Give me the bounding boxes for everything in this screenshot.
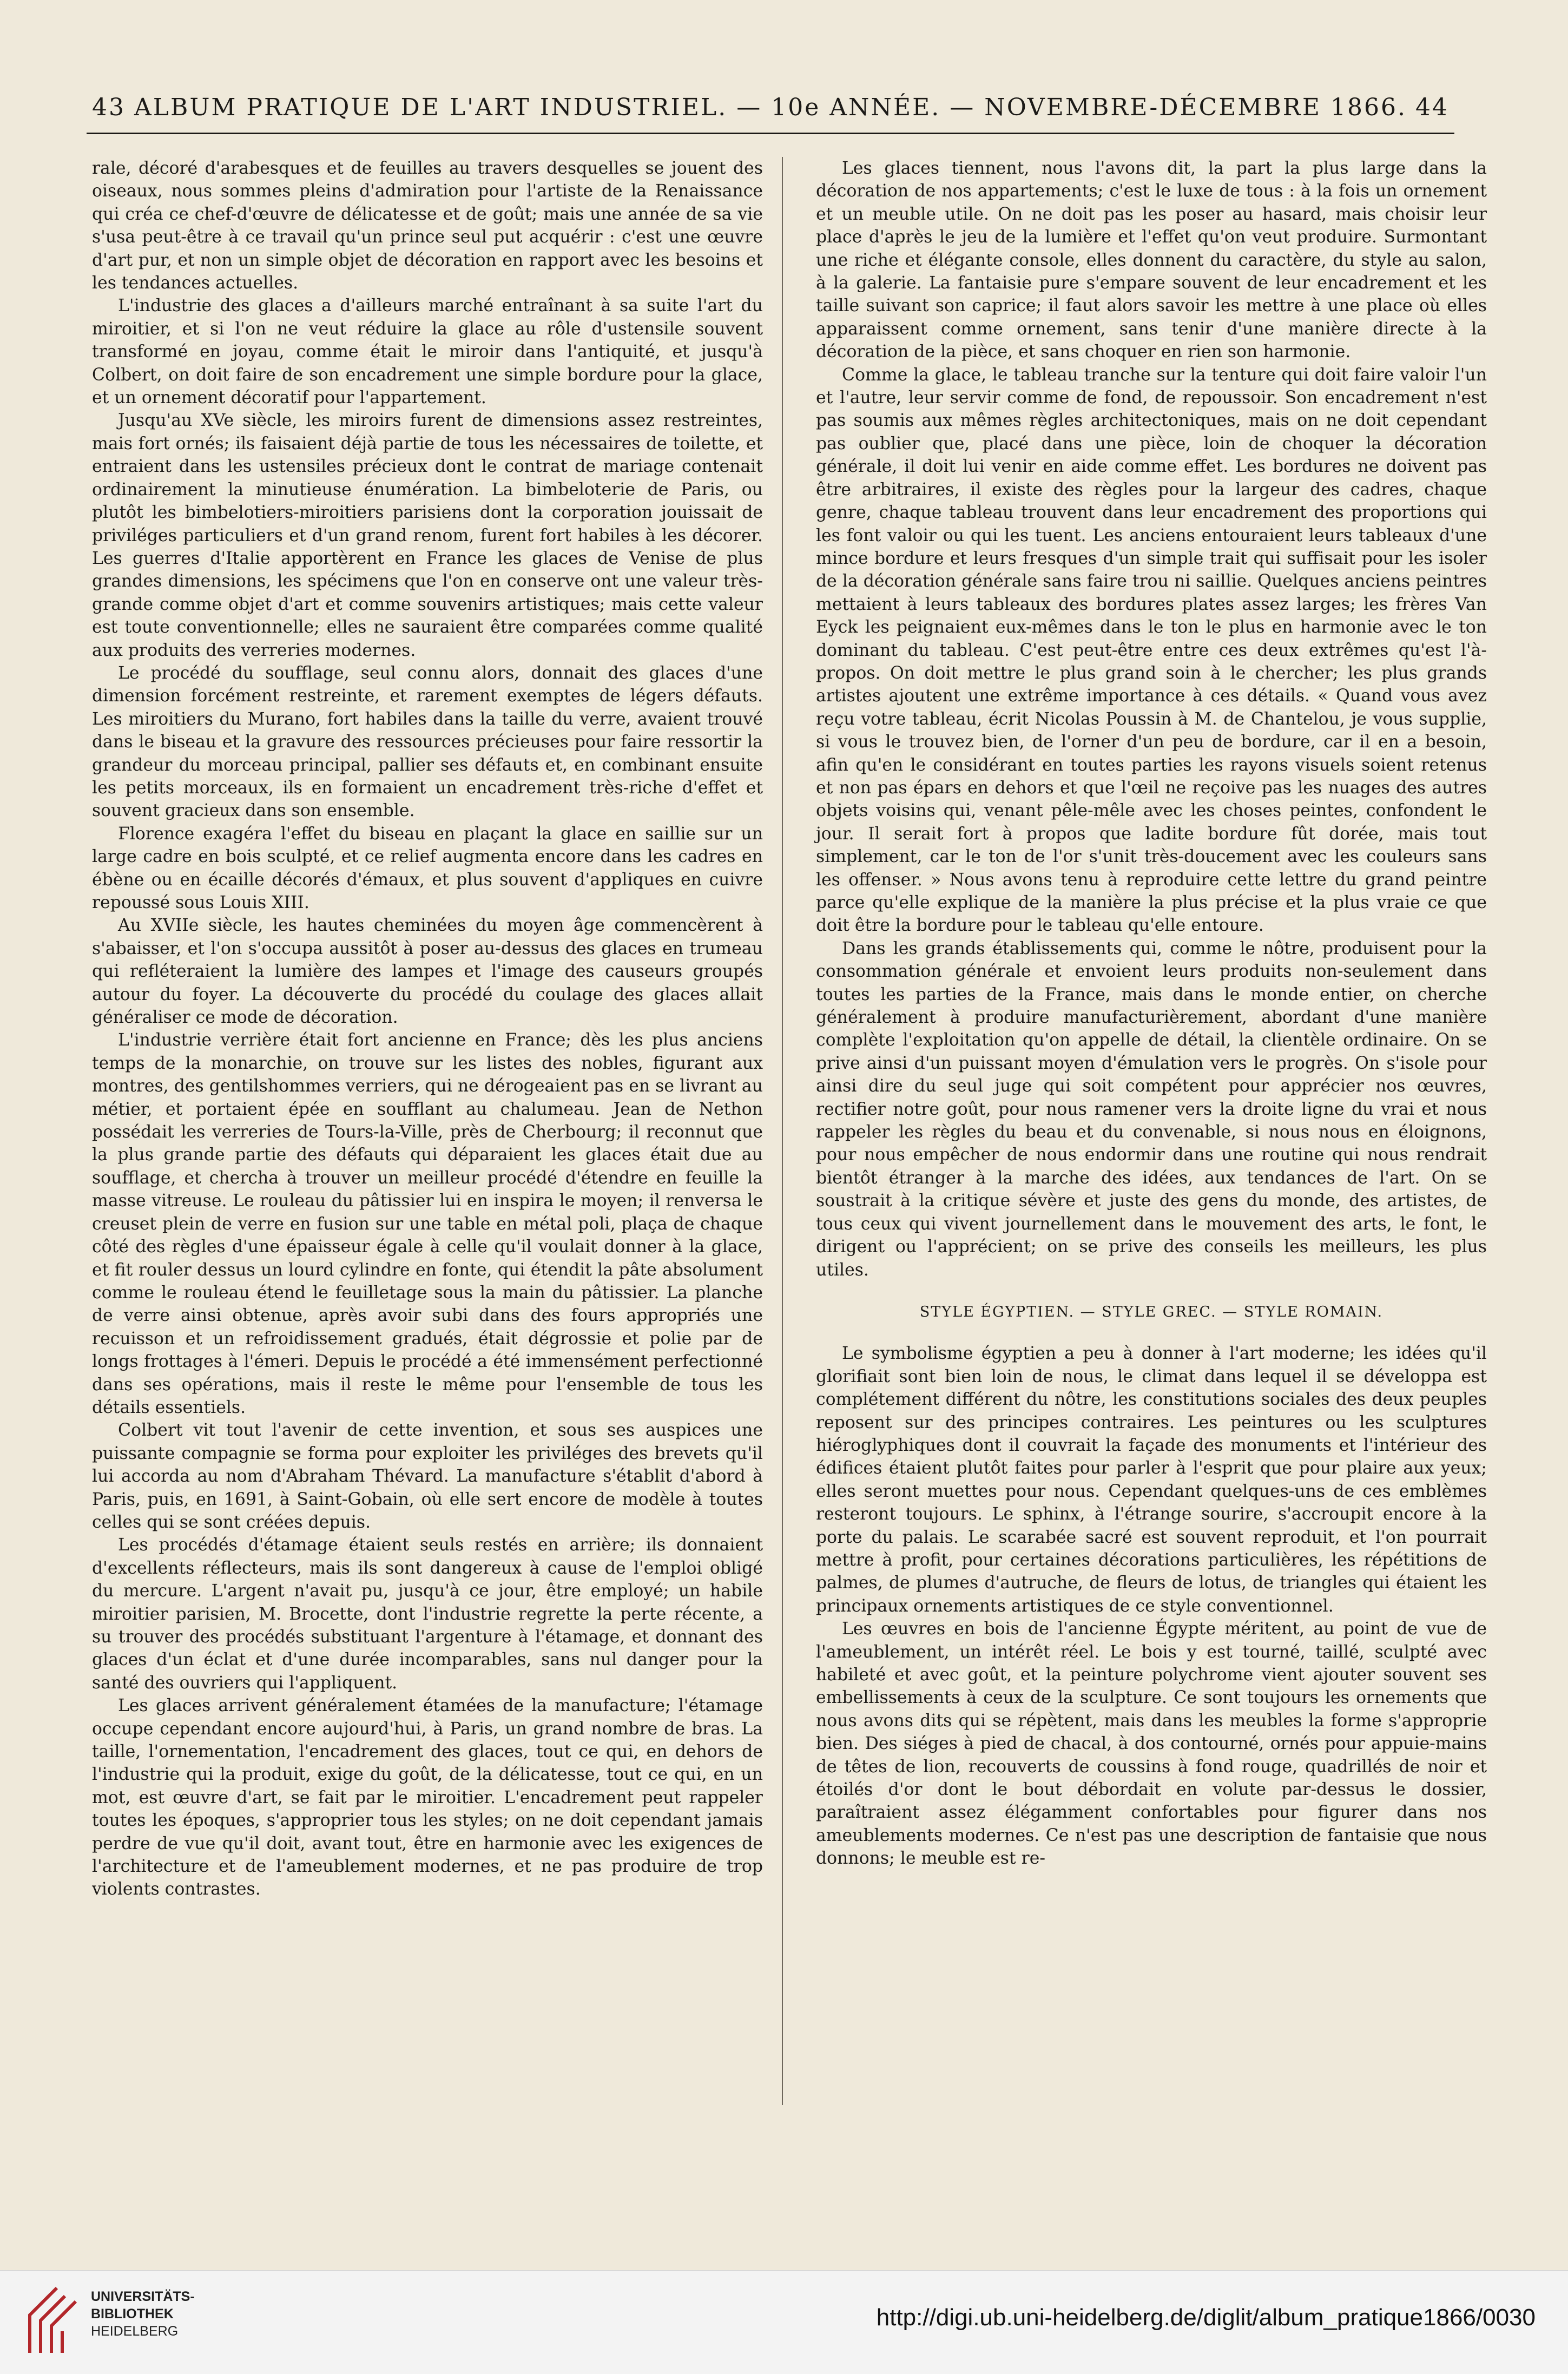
page-number-right: 44 [1415,93,1449,121]
paragraph: L'industrie des glaces a d'ailleurs marché entraînant à sa suite l'art du miroitier, et si l'on ne veut réduire la glace au rôle d'ustensile souvent transformé en joyau, comme était le miroir dans l'antiquité, et jusqu'à Colbert, on doit faire de son encadrement une simple bordure pour la glace, et un ornement décoratif pour l'appartement. [92,296,763,408]
institution-name[interactable] [91,2288,195,2340]
section-heading: STYLE ÉGYPTIEN. — STYLE GREC. — STYLE ROMAIN. [919,1303,1383,1320]
institution-line: HEIDELBERG [91,2324,179,2339]
paragraph: rale, décoré d'arabesques et de feuilles au travers desquelles se jouent des oiseaux, nous sommes pleins d'admiration pour l'artiste de la Renaissance qui créa ce chef-d'œuvre de délicatesse et de goût; mais une année de sa vie s'usa peut-être à ce travail qu'un prince seul put acquérir : c'est une œuvre d'art pur, et non un simple objet de décoration en rapport avec les besoins et les tendances actuelles. [92,159,763,293]
paragraph: Au XVIIe siècle, les hautes cheminées du moyen âge commencèrent à s'abaisser, et l'on s'occupa aussitôt à poser au-dessus des glaces en trumeau qui refléteraient la lumière des lampes et l'image des causeurs groupés autour du foyer. La découverte du procédé du coulage des glaces allait généraliser ce mode de décoration. [92,916,763,1028]
column-divider [782,157,783,2105]
paragraph: Le procédé du soufflage, seul connu alors, donnait des glaces d'une dimension forcément restreinte, et rarement exemptes de légers défauts. Les miroitiers du Murano, fort habiles dans la taille du verre, avaient trouvé dans le biseau et la gravure des ressources précieuses pour faire ressortir la grandeur du morceau principal, pallier ses défauts et, en combinant ensuite les petits morceaux, ils en formaient un encadrement très-riche d'effet et souvent gracieux dans son ensemble. [92,663,763,821]
header-rule [87,133,1454,134]
paragraph: Jusqu'au XVe siècle, les miroirs furent de dimensions assez restreintes, mais fort ornés; ils faisaient déjà partie de tous les nécessaires de toilette, et entraient dans les ustensiles précieux dont le contrat de mariage contenait ordinairement la minutieuse énumération. La bimbeloterie de Paris, ou plutôt les bimbelotiers-miroitiers parisiens dont la corporation jouissait de priviléges particuliers et d'un grand renom, furent fort habiles à les décorer. Les guerres d'Italie apportèrent en France les glaces de Venise de plus grandes dimensions, les spécimens que l'on en conserve ont une valeur très-grande comme objet d'art et comme souvenirs artistiques; mais cette valeur est toute conventionnelle; elles ne sauraient être comparées comme qualité aux produits des verreries modernes. [92,411,763,660]
paragraph: Dans les grands établissements qui, comme le nôtre, produisent pour la consommation générale et envoient leurs produits non-seulement dans toutes les parties de la France, mais dans le monde entier, on cherche généralement à produire manufacturièrement, abordant d'une manière complète l'exploitation qu'on appelle de détail, la clientèle ordinaire. On se prive ainsi d'un puissant moyen d'émulation vers le progrès. On s'isole pour ainsi dire du seul juge qui soit compétent pour apprécier nos œuvres, rectifier notre goût, pour nous ramener vers la droite ligne du vrai et nous rappeler les règles du beau et du convenable, si nous nous en éloignons, pour nous empêcher de nous endormir dans une routine qui nous rendrait bientôt étranger à la marche des idées, aux tendances de l'art. On se soustrait à la critique sévère et juste des gens du monde, des artistes, de tous ceux qui vivent journellement dans le mouvement des arts, le font, le dirigent ou l'apprécient; on se prive des conseils les meilleurs, les plus utiles. [816,938,1487,1280]
left-column [92,157,763,1901]
paragraph: Les glaces tiennent, nous l'avons dit, la part la plus large dans la décoration de nos appartements; c'est le luxe de tous : à la fois un ornement et un meuble utile. On ne doit pas les poser au hasard, mais choisir leur place d'après le jeu de la lumière et l'effet qu'on veut produire. Surmontant une riche et élégante console, elles donnent du caractère, du style au salon, à la galerie. La fantaisie pure s'empare souvent de leur encadrement et les taille suivant son caprice; il faut alors savoir les mettre à une place où elles apparaissent comme ornement, sans tenir d'une manière directe à la décoration de la pièce, et sans choquer en rien son harmonie. [816,159,1487,362]
page-number-left: 43 [92,93,126,121]
permalink-url[interactable]: http://digi.ub.uni-heidelberg.de/diglit/album_pratique1866/0030 [876,2304,1536,2331]
paragraph: Les glaces arrivent généralement étamées de la manufacture; l'étamage occupe cependant encore aujourd'hui, à Paris, un grand nombre de bras. La taille, l'ornementation, l'encadrement des glaces, tout ce qui, en dehors de l'industrie qui la produit, exige du goût, de la délicatesse, tout ce qui, en un mot, est œuvre d'art, se fait par le miroitier. L'encadrement peut rappeler toutes les époques, s'approprier tous les styles; on ne doit cependant jamais perdre de vue qu'il doit, avant tout, être en harmonie avec les exigences de l'architecture et de l'ameublement modernes, et ne pas produire de trop violents contrastes. [92,1696,763,1899]
paragraph: Comme la glace, le tableau tranche sur la tenture qui doit faire valoir l'un et l'autre, leur servir comme de fond, de repoussoir. Son encadrement n'est pas soumis aux mêmes règles architectoniques, mais on ne doit cependant pas oublier que, placé dans une pièce, loin de choquer la décoration générale, il doit lui venir en aide comme effet. Les bordures ne doivent pas être arbitraires, il existe des règles pour la largeur des cadres, chaque genre, chaque tableau trouvent dans leur encadrement des proportions qui les font valoir ou qui les tuent. Les anciens entouraient leurs tableaux d'une mince bordure et leurs fresques d'un simple trait qui suffisait pour les isoler de la décoration générale sans faire trou ni saillie. Quelques anciens peintres mettaient à leurs tableaux des bordures plates assez larges; les frères Van Eyck les peignaient eux-mêmes dans le ton le plus en harmonie avec le ton dominant du tableau. C'est peut-être entre ces deux extrêmes qu'est l'à-propos. On doit mettre le plus grand soin à le chercher; les plus grands artistes ajoutent une extrême importance à ces détails. « Quand vous avez reçu votre tableau, écrit Nicolas Poussin à M. de Chantelou, je vous supplie, si vous le trouvez bien, de l'orner d'un peu de bordure, car il en a besoin, afin qu'en le considérant en toutes parties les rayons visuels soient retenus et non pas épars en dehors et que l'œil ne reçoive pas les nuages des autres objets voisins qui, venant pêle-mêle avec les choses peintes, confondent le jour. Il serait fort à propos que ladite bordure fût dorée, mais tout simplement, car le ton de l'or s'unit très-doucement avec les couleurs sans les offenser. » Nous avons tenu à reproduire cette lettre du grand peintre parce qu'elle explique de la manière la plus précise et la plus vraie ce que doit être la bordure pour le tableau qu'elle entoure. [816,365,1487,936]
institution-line: BIBLIOTHEK [91,2306,174,2322]
running-header [92,91,1449,123]
institution-line: UNIVERSITÄTS- [91,2289,195,2304]
paragraph: Les procédés d'étamage étaient seuls restés en arrière; ils donnaient d'excellents réflecteurs, mais ils sont dangereux à cause de l'emploi obligé du mercure. L'argent n'avait pu, jusqu'à ce jour, être employé; un habile miroitier parisien, M. Brocette, dont l'industrie regrette la perte récente, a su trouver des procédés substituant l'argenture à l'étamage, et donnant des glaces d'un éclat et d'une durée incomparables, sans nul danger pour la santé des ouvriers qui l'appliquent. [92,1535,763,1693]
paragraph: Colbert vit tout l'avenir de cette invention, et sous ses auspices une puissante compagnie se forma pour exploiter les priviléges des brevets qu'il lui accorda au nom d'Abraham Thévard. La manufacture s'établit d'abord à Paris, puis, en 1691, à Saint-Gobain, où elle sert encore de modèle à toutes celles qui se sont créées depuis. [92,1421,763,1532]
heidelberg-library-logo-icon[interactable] [24,2283,81,2358]
journal-title: ALBUM PRATIQUE DE L'ART INDUSTRIEL. — 10e ANNÉE. — NOVEMBRE-DÉCEMBRE 1866. [134,93,1407,121]
right-column [816,157,1487,1870]
paragraph: Le symbolisme égyptien a peu à donner à l'art moderne; les idées qu'il glorifiait sont bien loin de nous, le climat dans lequel il se développa est complétement différent du nôtre, les constitutions sociales des deux peuples reposent sur des principes contraires. Les peintures ou les sculptures hiéroglyphiques dont il couvrait la façade des monuments et l'intérieur des édifices étaient plutôt faites pour parler à l'esprit que pour plaire aux yeux; elles seront muettes pour nous. Cependant quelques-uns de ces emblèmes resteront toujours. Le sphinx, à l'étrange sourire, s'accroupit encore à la porte du palais. Le scarabée sacré est souvent reproduit, et l'on pourrait mettre à profit, pour certaines décorations particulières, les répétitions de palmes, de plumes d'autruche, de fleurs de lotus, de triangles qui étaient les principaux ornements artistiques de ce style conventionnel. [816,1344,1487,1616]
paragraph: L'industrie verrière était fort ancienne en France; dès les plus anciens temps de la monarchie, on trouve sur les listes des nobles, figurant aux montres, des gentilshommes verriers, qui ne dérogeaient pas en se livrant au métier, et portaient épée en soufflant au chalumeau. Jean de Nethon possédait les verreries de Tours-la-Ville, près de Cherbourg; il reconnut que la plus grande partie des défauts qui déparaient les glaces était due au soufflage, et chercha à trouver un meilleur procédé d'étendre en feuille la masse vitreuse. Le rouleau du pâtissier lui en inspira le moyen; il renversa le creuset plein de verre en fusion sur une table en métal poli, plaça de chaque côté des règles d'une épaisseur égale à celle qu'il voulait donner à la glace, et fit rouler dessus un lourd cylindre en fonte, qui étendit la pâte absolument comme le rouleau étend le feuilletage sous la main du pâtissier. La planche de verre ainsi obtenue, après avoir subi dans des fours appropriés une recuisson et un refroidissement gradués, était dégrossie et polie par de longs frottages à l'émeri. Depuis le procédé a été immensément perfectionné dans ses opérations, mais il reste le même pour l'ensemble de tous les détails essentiels. [92,1030,763,1417]
paragraph: Florence exagéra l'effet du biseau en plaçant la glace en saillie sur un large cadre en bois sculpté, et ce relief augmenta encore dans les cadres en ébène ou en écaille décorés d'émaux, et plus souvent d'appliques en cuivre repoussé sous Louis XIII. [92,824,763,912]
paragraph: Les œuvres en bois de l'ancienne Égypte méritent, au point de vue de l'ameublement, un intérêt réel. Le bois y est tourné, taillé, sculpté avec habileté et avec goût, et la peinture polychrome vient ajouter souvent ses embellissements à ceux de la sculpture. Ce sont toujours les ornements que nous avons dits qui se répètent, mais dans les meubles la forme s'approprie bien. Des siéges à pied de chacal, à dos contourné, ornés pour appuie-mains de têtes de lion, recouverts de coussins à fond rouge, quadrillés de noir et étoilés d'or dont le bout débordait en volute par-dessus le dossier, paraîtraient assez élégamment confortables pour figurer dans nos ameublements modernes. Ce n'est pas une description de fantaisie que nous donnons; le meuble est re- [816,1619,1487,1869]
